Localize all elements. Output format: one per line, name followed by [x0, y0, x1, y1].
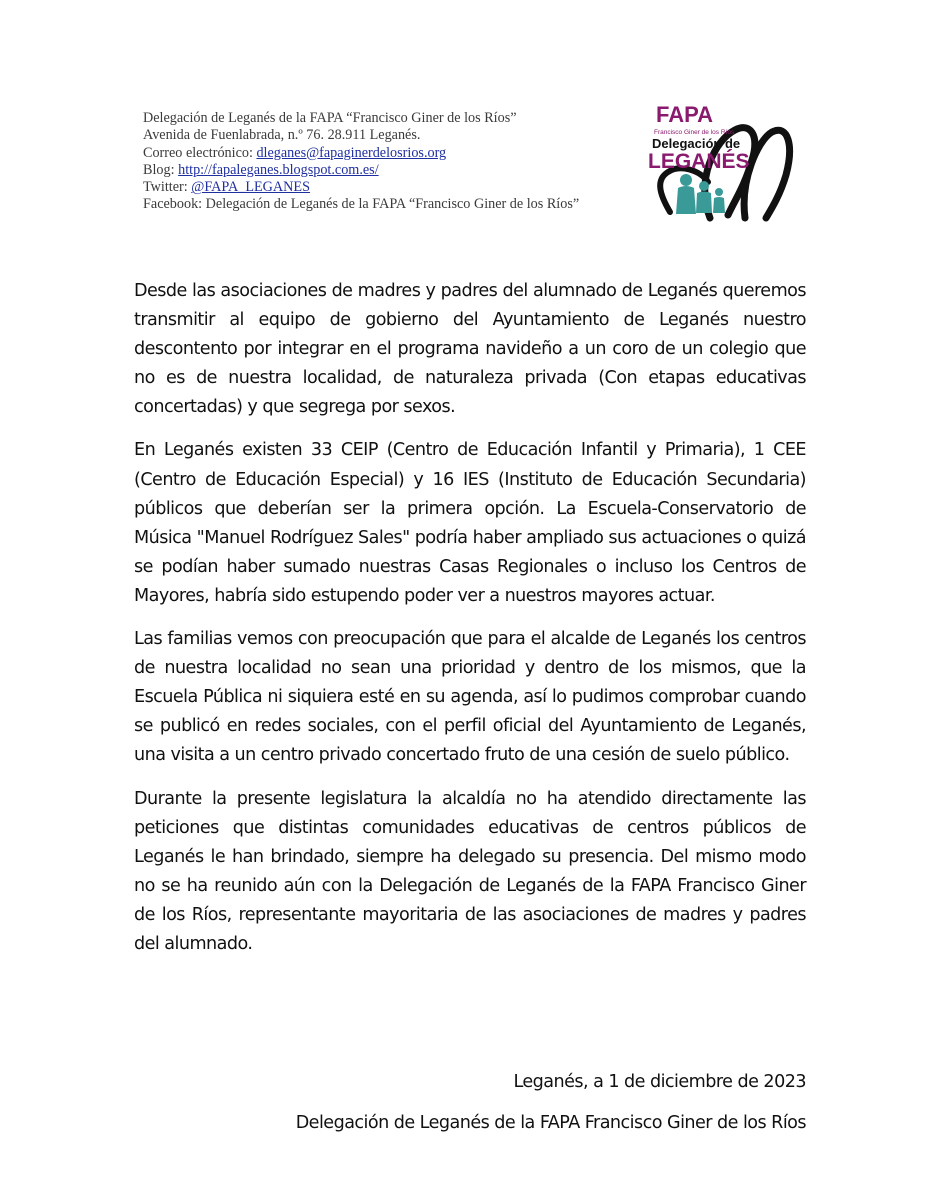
letterhead-twitter-row	[143, 179, 643, 196]
logo-family-figures	[676, 174, 725, 214]
fapa-leganes-logo	[640, 100, 800, 230]
letter-body	[134, 277, 806, 973]
letterhead-org-line: Delegación de Leganés de la FAPA “Francisco Giner de los Ríos”	[143, 110, 517, 126]
body-paragraph-1: Desde las asociaciones de madres y padres del alumnado de Leganés queremos transmitir al equipo de gobierno del Ayuntamiento de Leganés nuestro descontento por integrar en el programa navideño a un coro de un colegio que no es de nuestra localidad, de naturaleza privada (Con etapas educativas concertadas) y que segrega por sexos.	[134, 281, 806, 418]
letterhead	[143, 110, 643, 214]
letterhead-blog-row	[143, 162, 643, 179]
logo-brush-stroke-right	[744, 130, 789, 218]
logo-small-text: Francisco Giner de los Ríos	[654, 129, 735, 136]
twitter-label: Twitter:	[143, 179, 192, 196]
email-label: Correo electrónico:	[143, 144, 257, 161]
letterhead-email-row	[143, 145, 643, 162]
blog-label: Blog:	[143, 161, 179, 178]
body-paragraph-3: Las familias vemos con preocupación que para el alcalde de Leganés los centros de nuestra localidad no sean una prioridad y dentro de los mismos, que la Escuela Pública ni siquiera esté en su agenda, así lo pudimos comprobar cuando se publicó en redes sociales, con el perfil oficial del Ayuntamiento de Leganés, una visita a un centro privado concertado fruto de una cesión de suelo público.	[134, 629, 806, 766]
body-paragraph-4: Durante la presente legislatura la alcaldía no ha atendido directamente las peticiones que distintas comunidades educativas de centros públicos de Leganés le han brindado, siempre ha delegado su presencia. Del mismo modo no se ha reunido aún con la Delegación de Leganés de la FAPA Francisco Giner de los Ríos, representante mayoritaria de las asociaciones de madres y padres del alumnado.	[134, 788, 806, 954]
twitter-link[interactable]: @FAPA_LEGANES	[191, 179, 310, 196]
blog-link[interactable]: http://fapaleganes.blogspot.com.es/	[178, 161, 379, 178]
logo-subtitle: Delegación de	[652, 136, 741, 151]
email-link[interactable]: dleganes@fapaginerdelosrios.org	[256, 144, 447, 161]
logo-title: FAPA	[656, 102, 714, 127]
letter-closing	[296, 1068, 806, 1138]
body-paragraph-2: En Leganés existen 33 CEIP (Centro de Educación Infantil y Primaria), 1 CEE (Centro de Educación Especial) y 16 IES (Instituto de Educación Secundaria) públicos que deberían ser la primera opción. La Escuela-Conservatorio de Música "Manuel Rodríguez Sales" podría haber ampliado sus actuaciones o quizá se podían haber sumado nuestras Casas Regionales o incluso los Centros de Mayores, habría sido estupendo poder ver a nuestros mayores actuar.	[134, 440, 806, 606]
letterhead-facebook: Facebook: Delegación de Leganés de la FAPA “Francisco Giner de los Ríos”	[143, 196, 580, 213]
closing-signature: Delegación de Leganés de la FAPA Francisco Giner de los Ríos	[295, 1113, 806, 1133]
closing-date: Leganés, a 1 de diciembre de 2023	[513, 1072, 806, 1092]
letterhead-address: Avenida de Fuenlabrada, n.º 76. 28.911 Leganés.	[143, 127, 421, 144]
logo-city: LEGANÉS	[648, 150, 750, 173]
